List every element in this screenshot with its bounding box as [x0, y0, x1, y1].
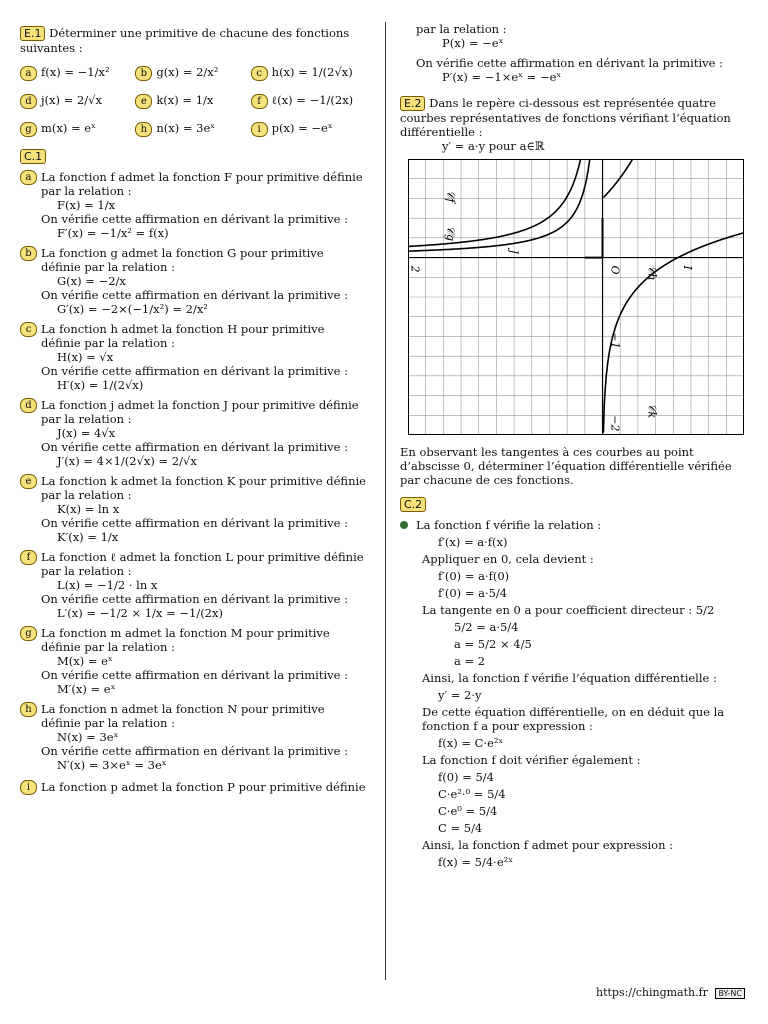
item-intro: La fonction k admet la fonction K pour primitive définie par la relation : — [41, 474, 366, 502]
c2-line: a = 5/2 × 4/5 — [454, 637, 532, 651]
c2-tag: C.2 — [400, 497, 426, 512]
item-letter: h — [20, 702, 37, 717]
function-expression: m(x) = eˣ — [41, 121, 96, 135]
item-letter: d — [20, 398, 37, 413]
e1-function — [20, 65, 135, 81]
label-ck: 𝒞k — [645, 403, 659, 419]
item-letter: g — [20, 122, 37, 137]
label-cf: 𝒞f — [443, 190, 457, 203]
e1-function — [251, 93, 366, 109]
c1-item — [20, 246, 366, 316]
e1-tag: E.1 — [20, 26, 45, 41]
primitive-expression: M(x) = eˣ — [57, 654, 113, 668]
c2-line: C = 5/4 — [438, 821, 483, 835]
item-letter: a — [20, 170, 37, 185]
p-verify: On vérifie cette affirmation en dérivant la primitive : — [416, 56, 723, 70]
c1-item — [20, 322, 366, 392]
site-link[interactable]: https://chingmath.fr — [596, 986, 708, 999]
verify-text: On vérifie cette affirmation en dérivant la primitive : — [41, 364, 348, 378]
function-expression: j(x) = 2/√x — [41, 93, 102, 107]
c1-item — [20, 626, 366, 696]
item-body — [41, 702, 366, 772]
primitive-expression: F(x) = 1/x — [57, 198, 116, 212]
e1-function — [20, 121, 135, 137]
c2-line: C·e²·⁰ = 5/4 — [438, 787, 506, 801]
c2-line: La fonction f doit vérifier également : — [422, 753, 641, 767]
c2-line: a = 2 — [454, 654, 486, 668]
curve-cg — [408, 159, 602, 251]
c1-item-i — [20, 780, 366, 795]
item-body — [41, 170, 366, 240]
tick-2: 2 — [408, 265, 422, 273]
p-cont: par la relation : — [416, 22, 507, 36]
c2-line: La tangente en 0 a pour coefficient directeur : 5/2 — [422, 603, 715, 617]
c2-line: Ainsi, la fonction f admet pour expression : — [422, 838, 674, 852]
tick-minus-2: −2 — [608, 415, 622, 432]
curve-ck — [603, 233, 744, 433]
e1-function — [135, 121, 250, 137]
derivative-expression: K′(x) = 1/x — [57, 530, 119, 544]
item-letter: i — [251, 122, 268, 137]
item-letter: b — [135, 66, 152, 81]
c1-solutions — [20, 170, 366, 772]
c2-line: f′(x) = a·f(x) — [438, 535, 508, 549]
function-expression: p(x) = −eˣ — [271, 121, 333, 135]
e1-function — [251, 65, 366, 81]
derivative-expression: H′(x) = 1/(2√x) — [57, 378, 144, 392]
function-expression: f(x) = −1/x² — [41, 65, 110, 79]
item-intro: La fonction f admet la fonction F pour primitive définie par la relation : — [41, 170, 363, 198]
item-letter: h — [135, 122, 152, 137]
derivative-expression: M′(x) = eˣ — [57, 682, 116, 696]
e2-intro: Dans le repère ci-dessous est représentée quatre courbes représentatives de fonctions vérifiant l’équation différentielle : — [400, 96, 731, 139]
e1-function — [135, 65, 250, 81]
item-intro: La fonction j admet la fonction J pour primitive définie par la relation : — [41, 398, 359, 426]
c1-item — [20, 702, 366, 772]
c1-item — [20, 398, 366, 468]
item-letter: f — [251, 94, 268, 109]
e1-function — [135, 93, 250, 109]
primitive-expression: G(x) = −2/x — [57, 274, 126, 288]
item-letter: f — [20, 550, 37, 565]
verify-text: On vérifie cette affirmation en dérivant la primitive : — [41, 288, 348, 302]
c2-line: y′ = 2·y — [438, 688, 482, 702]
bullet-icon — [400, 521, 408, 529]
derivative-expression: L′(x) = −1/2 × 1/x = −1/(2x) — [57, 606, 223, 620]
c2-line: 5/2 = a·5/4 — [454, 620, 519, 634]
c2-line: f′(0) = a·f(0) — [438, 569, 510, 583]
c2-line: f(x) = C·e²ˣ — [438, 736, 504, 750]
label-ch: 𝒞h — [645, 265, 659, 281]
function-expression: n(x) = 3eˣ — [156, 121, 216, 135]
item-intro: La fonction ℓ admet la fonction L pour primitive définie par la relation : — [41, 550, 364, 578]
c2-line: De cette équation différentielle, on en déduit que la fonction f a pour expression : — [422, 705, 725, 733]
label-o: O — [608, 265, 622, 275]
item-letter: d — [20, 94, 37, 109]
item-letter: a — [20, 66, 37, 81]
verify-text: On vérifie cette affirmation en dérivant la primitive : — [41, 744, 348, 758]
primitive-expression: N(x) = 3eˣ — [57, 730, 119, 744]
c2-solution — [400, 518, 750, 869]
c1-item — [20, 550, 366, 620]
label-j: J — [507, 249, 521, 255]
c2-line: Ainsi, la fonction f vérifie l’équation différentielle : — [422, 671, 717, 685]
verify-text: On vérifie cette affirmation en dérivant la primitive : — [41, 592, 348, 606]
item-letter: i — [20, 780, 37, 795]
tick-minus-1: −1 — [608, 332, 622, 349]
item-body — [41, 550, 366, 620]
license-badge: BY-NC — [715, 988, 744, 999]
item-letter: c — [251, 66, 268, 81]
e2-tag: E.2 — [400, 96, 425, 111]
e1-function — [20, 93, 135, 109]
derivative-expression: F′(x) = −1/x² = f(x) — [57, 226, 169, 240]
curves-graph — [408, 159, 744, 435]
p-primitive: P(x) = −eˣ — [442, 36, 504, 50]
footer — [596, 986, 745, 999]
e1-function — [251, 121, 366, 137]
item-letter: g — [20, 626, 37, 641]
verify-text: On vérifie cette affirmation en dérivant la primitive : — [41, 516, 348, 530]
primitive-expression: H(x) = √x — [57, 350, 114, 364]
c2-first-line — [400, 518, 750, 532]
item-body — [41, 398, 366, 468]
item-intro: La fonction p admet la fonction P pour primitive définie — [41, 780, 366, 794]
label-cg: 𝒞g — [443, 226, 457, 242]
c2-line: Appliquer en 0, cela devient : — [422, 552, 594, 566]
curve-ch — [603, 159, 744, 198]
e1-intro: Déterminer une primitive de chacune des fonctions suivantes : — [20, 26, 350, 55]
label-i: I — [680, 265, 694, 270]
e2-question: En observant les tangentes à ces courbes au point d’abscisse 0, déterminer l’équation différentielle vérifiée par chacune de ces fonctions. — [400, 445, 732, 487]
c2-line-text: La fonction f vérifie la relation : — [416, 518, 602, 532]
item-letter: e — [135, 94, 152, 109]
c2-line: f(x) = 5/4·e²ˣ — [438, 855, 514, 869]
right-column — [400, 0, 750, 869]
c2-line: f′(0) = a·5/4 — [438, 586, 508, 600]
primitive-expression: L(x) = −1/2 · ln x — [57, 578, 158, 592]
p-derivative: P′(x) = −1×eˣ = −eˣ — [442, 70, 562, 84]
curve-cf — [408, 159, 602, 247]
verify-text: On vérifie cette affirmation en dérivant la primitive : — [41, 212, 348, 226]
c1-tag: C.1 — [20, 149, 46, 164]
function-expression: g(x) = 2/x² — [156, 65, 219, 79]
item-intro: La fonction g admet la fonction G pour primitive définie par la relation : — [41, 246, 324, 274]
e2-block — [400, 96, 750, 139]
item-intro: La fonction h admet la fonction H pour primitive définie par la relation : — [41, 322, 325, 350]
e1-functions — [20, 65, 366, 137]
e2-equation: y′ = a·y pour a∈ℝ — [442, 139, 545, 153]
verify-text: On vérifie cette affirmation en dérivant la primitive : — [41, 668, 348, 682]
item-body — [41, 626, 366, 696]
left-column — [20, 0, 366, 795]
c1-item — [20, 170, 366, 240]
c2-line: f(0) = 5/4 — [438, 770, 495, 784]
e1-block — [20, 26, 366, 55]
function-expression: k(x) = 1/x — [156, 93, 214, 107]
column-divider — [385, 22, 386, 980]
derivative-expression: N′(x) = 3×eˣ = 3eˣ — [57, 758, 167, 772]
item-intro: La fonction m admet la fonction M pour primitive définie par la relation : — [41, 626, 330, 654]
derivative-expression: J′(x) = 4×1/(2√x) = 2/√x — [57, 454, 197, 468]
primitive-expression: J(x) = 4√x — [57, 426, 116, 440]
primitive-expression: K(x) = ln x — [57, 502, 120, 516]
item-intro: La fonction n admet la fonction N pour primitive définie par la relation : — [41, 702, 325, 730]
item-letter: b — [20, 246, 37, 261]
item-letter: e — [20, 474, 37, 489]
function-expression: ℓ(x) = −1/(2x) — [271, 93, 354, 107]
item-body — [41, 474, 366, 544]
c2-line: C·e⁰ = 5/4 — [438, 804, 498, 818]
derivative-expression: G′(x) = −2×(−1/x²) = 2/x² — [57, 302, 208, 316]
verify-text: On vérifie cette affirmation en dérivant la primitive : — [41, 440, 348, 454]
item-letter: c — [20, 322, 37, 337]
c1-item — [20, 474, 366, 544]
item-body — [41, 246, 366, 316]
item-body — [41, 322, 366, 392]
function-expression: h(x) = 1/(2√x) — [271, 65, 353, 79]
